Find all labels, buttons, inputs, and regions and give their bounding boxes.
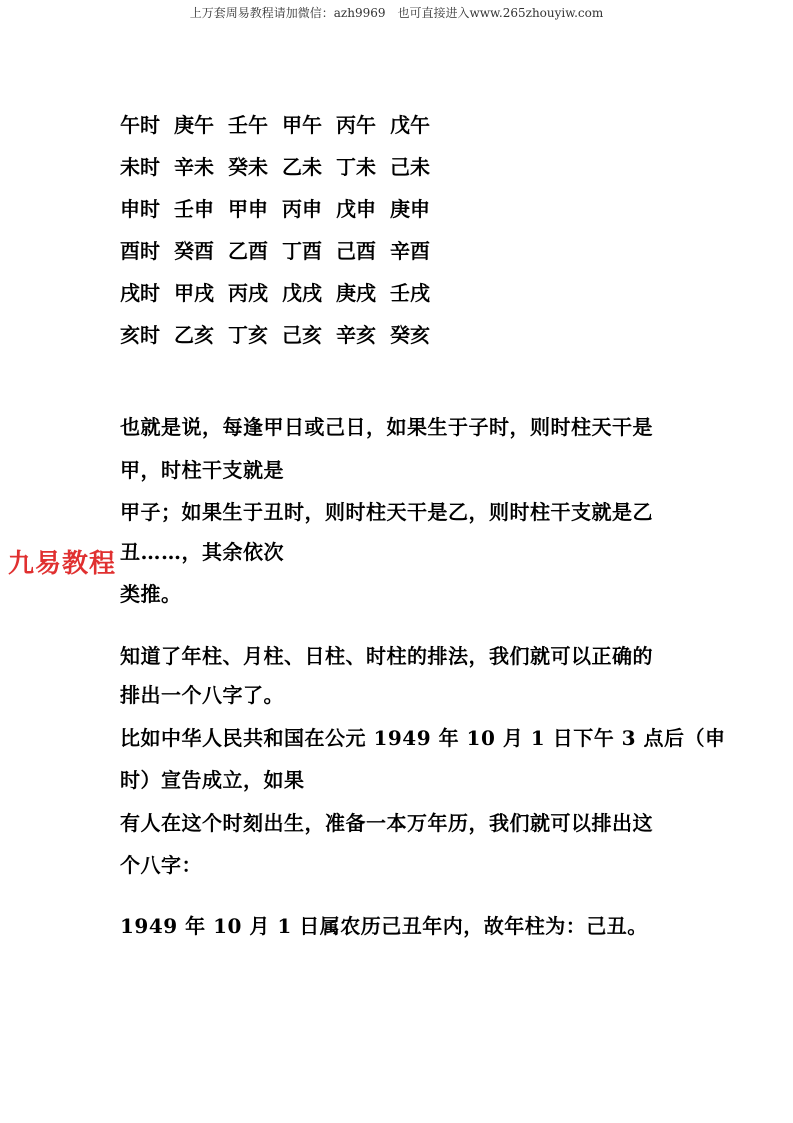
ganzhi-cell: 丁酉 <box>282 239 322 263</box>
paragraph-line: 排出一个八字了。 <box>120 683 284 707</box>
ganzhi-row <box>120 146 444 188</box>
ganzhi-cell: 乙酉 <box>228 239 268 263</box>
ganzhi-hour-label: 亥时 <box>120 323 160 347</box>
ganzhi-cell: 壬戌 <box>390 281 430 305</box>
ganzhi-hour-label: 戌时 <box>120 281 160 305</box>
paragraph-line: 比如中华人民共和国在公元 1949 年 10 月 1 日下午 3 点后（申 <box>120 726 726 750</box>
ganzhi-cell: 甲申 <box>228 197 268 221</box>
ganzhi-cell: 癸未 <box>228 155 268 179</box>
paragraph-line: 甲，时柱干支就是 <box>120 458 284 482</box>
paragraph-line: 有人在这个时刻出生，准备一本万年历，我们就可以排出这 <box>120 811 653 835</box>
ganzhi-cell: 壬午 <box>228 113 268 137</box>
ganzhi-hour-label: 午时 <box>120 113 160 137</box>
ganzhi-table <box>120 104 444 356</box>
ganzhi-cell: 癸酉 <box>174 239 214 263</box>
ganzhi-cell: 庚申 <box>390 197 430 221</box>
ganzhi-row <box>120 230 444 272</box>
ganzhi-cell: 戊申 <box>336 197 376 221</box>
paragraph-line: 知道了年柱、月柱、日柱、时柱的排法，我们就可以正确的 <box>120 644 653 668</box>
ganzhi-hour-label: 申时 <box>120 197 160 221</box>
ganzhi-cell: 甲午 <box>282 113 322 137</box>
ganzhi-cell: 乙未 <box>282 155 322 179</box>
ganzhi-hour-label: 未时 <box>120 155 160 179</box>
ganzhi-row <box>120 188 444 230</box>
ganzhi-cell: 戊午 <box>390 113 430 137</box>
ganzhi-cell: 己未 <box>390 155 430 179</box>
ganzhi-hour-label: 酉时 <box>120 239 160 263</box>
ganzhi-cell: 己酉 <box>336 239 376 263</box>
paragraph-line: 1949 年 10 月 1 日属农历己丑年内，故年柱为：己丑。 <box>120 914 648 938</box>
ganzhi-row <box>120 104 444 146</box>
ganzhi-cell: 辛亥 <box>336 323 376 347</box>
header-note: 上万套周易教程请加微信：azh9969 也可直接进入www.265zhouyiw.com <box>189 6 604 20</box>
ganzhi-cell: 辛酉 <box>390 239 430 263</box>
ganzhi-cell: 戊戌 <box>282 281 322 305</box>
paragraph-line: 类推。 <box>120 582 182 606</box>
ganzhi-row <box>120 272 444 314</box>
ganzhi-cell: 己亥 <box>282 323 322 347</box>
watermark-logo: 九易教程 <box>8 549 117 579</box>
paragraph-line: 个八字： <box>120 853 202 877</box>
ganzhi-cell: 丁未 <box>336 155 376 179</box>
paragraph-line: 丑……，其余依次 <box>120 540 284 564</box>
paragraph-line: 也就是说，每逢甲日或己日，如果生于子时，则时柱天干是 <box>120 415 653 439</box>
ganzhi-cell: 庚午 <box>174 113 214 137</box>
ganzhi-cell: 丙申 <box>282 197 322 221</box>
ganzhi-row <box>120 314 444 356</box>
paragraph-line: 时）宣告成立，如果 <box>120 768 305 792</box>
ganzhi-cell: 辛未 <box>174 155 214 179</box>
ganzhi-cell: 乙亥 <box>174 323 214 347</box>
paragraph-line: 甲子；如果生于丑时，则时柱天干是乙，则时柱干支就是乙 <box>120 500 653 524</box>
ganzhi-cell: 庚戌 <box>336 281 376 305</box>
ganzhi-cell: 甲戌 <box>174 281 214 305</box>
ganzhi-cell: 壬申 <box>174 197 214 221</box>
ganzhi-cell: 癸亥 <box>390 323 430 347</box>
ganzhi-cell: 丙戌 <box>228 281 268 305</box>
ganzhi-cell: 丁亥 <box>228 323 268 347</box>
ganzhi-cell: 丙午 <box>336 113 376 137</box>
